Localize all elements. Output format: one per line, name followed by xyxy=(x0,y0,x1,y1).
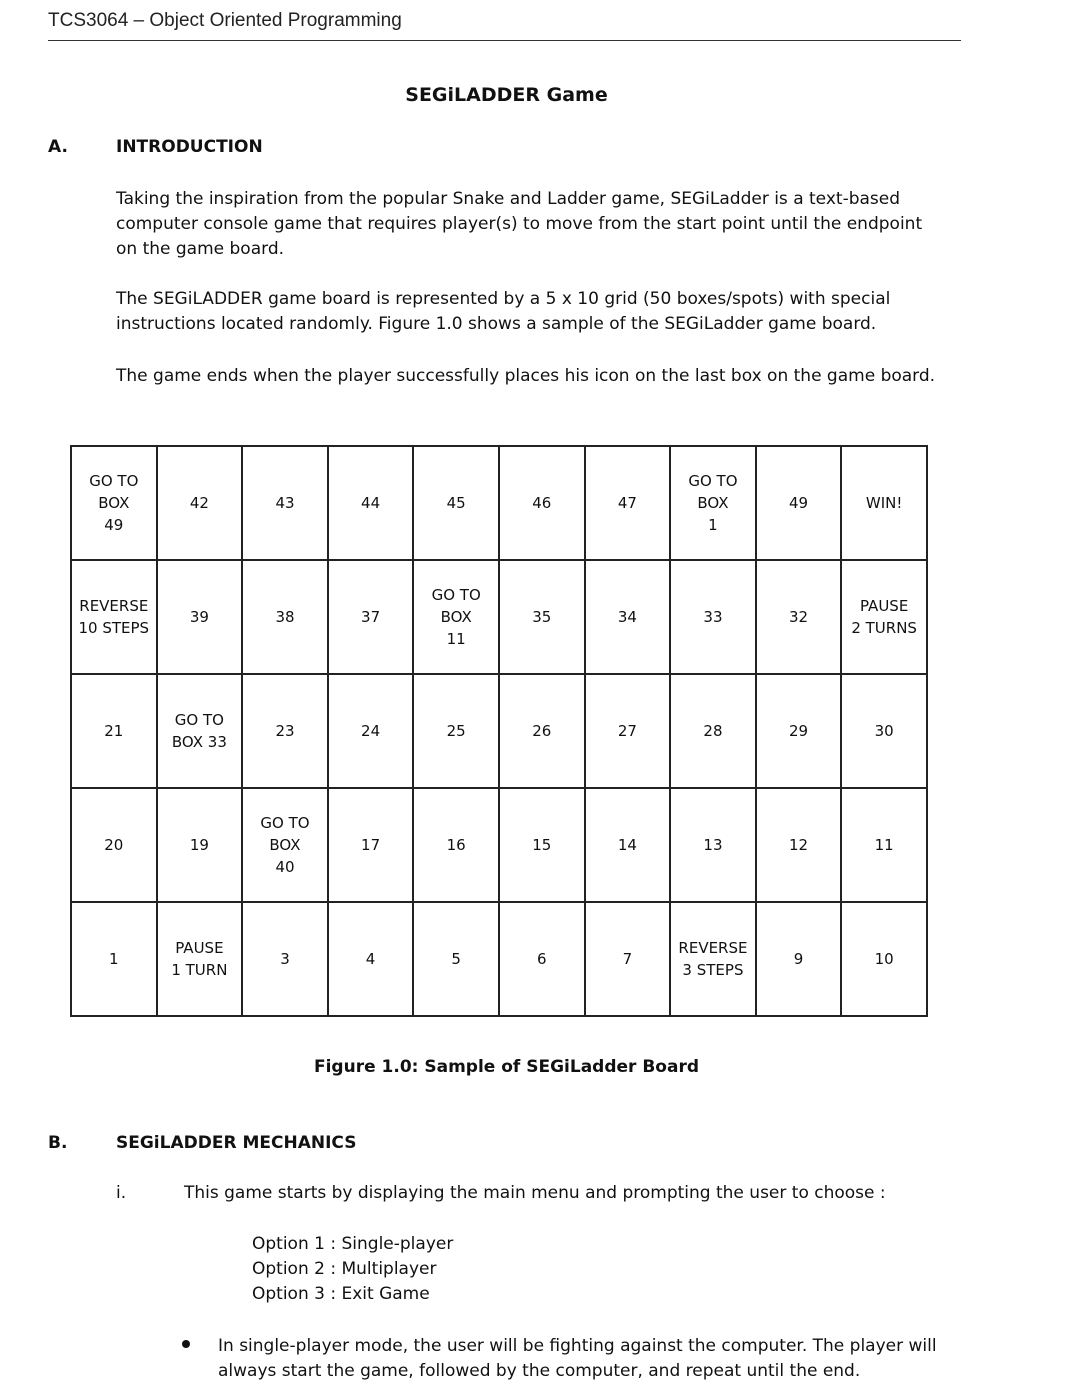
board-cell: 7 xyxy=(585,902,671,1016)
item-number: i. xyxy=(116,1183,127,1203)
board-cell: 43 xyxy=(242,446,328,560)
option-3: Option 3 : Exit Game xyxy=(252,1284,430,1304)
board-cell: 19 xyxy=(157,788,243,902)
board-cell: 9 xyxy=(756,902,842,1016)
board-cell: 46 xyxy=(499,446,585,560)
board-cell: 34 xyxy=(585,560,671,674)
page-header: TCS3064 – Object Oriented Programming xyxy=(48,10,402,31)
board-cell: 49 xyxy=(756,446,842,560)
menu-options xyxy=(252,1232,453,1307)
board-cell: 13 xyxy=(670,788,756,902)
section-a-letter: A. xyxy=(48,137,68,157)
board-cell: 23 xyxy=(242,674,328,788)
board-cell: 37 xyxy=(328,560,414,674)
board-cell: PAUSE 2 TURNS xyxy=(841,560,927,674)
board-cell: 44 xyxy=(328,446,414,560)
board-cell: GO TO BOX 11 xyxy=(413,560,499,674)
board-cell: 5 xyxy=(413,902,499,1016)
section-a-title: INTRODUCTION xyxy=(116,137,263,157)
board-cell: REVERSE 10 STEPS xyxy=(71,560,157,674)
board-cell: 45 xyxy=(413,446,499,560)
board-cell: GO TO BOX 40 xyxy=(242,788,328,902)
option-1: Option 1 : Single-player xyxy=(252,1234,454,1254)
board-row xyxy=(71,902,927,1016)
board-cell: 35 xyxy=(499,560,585,674)
board-cell: 20 xyxy=(71,788,157,902)
bullet-dot-icon xyxy=(182,1340,190,1348)
board-cell: 14 xyxy=(585,788,671,902)
board-cell: 26 xyxy=(499,674,585,788)
document-title: SEGiLADDER Game xyxy=(405,84,608,106)
board-cell: 12 xyxy=(756,788,842,902)
board-cell: 25 xyxy=(413,674,499,788)
board-cell: 42 xyxy=(157,446,243,560)
intro-paragraph-1: Taking the inspiration from the popular Snake and Ladder game, SEGiLadder is a text-based computer console game that requires player(s) to move from the start point until the endpoint on the game board. xyxy=(116,189,923,259)
board-row xyxy=(71,788,927,902)
board-cell: 27 xyxy=(585,674,671,788)
board-row xyxy=(71,674,927,788)
board-cell: 1 xyxy=(71,902,157,1016)
board-cell: 15 xyxy=(499,788,585,902)
board-cell: 29 xyxy=(756,674,842,788)
board-cell: 3 xyxy=(242,902,328,1016)
board-cell: 21 xyxy=(71,674,157,788)
board-row xyxy=(71,560,927,674)
bullet-text: In single-player mode, the user will be fighting against the computer. The player will always start the game, followed by the computer, and repeat until the end. xyxy=(218,1336,937,1381)
board-cell: 16 xyxy=(413,788,499,902)
option-2: Option 2 : Multiplayer xyxy=(252,1259,437,1279)
board-row xyxy=(71,446,927,560)
section-b-title: SEGiLADDER MECHANICS xyxy=(116,1133,357,1153)
intro-paragraph-2: The SEGiLADDER game board is represented by a 5 x 10 grid (50 boxes/spots) with special instructions located randomly. Figure 1.0 shows a sample of the SEGiLadder game board. xyxy=(116,289,891,334)
intro-paragraph-3: The game ends when the player successfully places his icon on the last box on the game board. xyxy=(116,366,936,386)
board-cell: 28 xyxy=(670,674,756,788)
board-cell: 32 xyxy=(756,560,842,674)
game-board xyxy=(70,445,928,1017)
board-cell: GO TO BOX 49 xyxy=(71,446,157,560)
board-cell: 24 xyxy=(328,674,414,788)
board-cell: 30 xyxy=(841,674,927,788)
board-cell: GO TO BOX 33 xyxy=(157,674,243,788)
board-cell: WIN! xyxy=(841,446,927,560)
board-cell: 17 xyxy=(328,788,414,902)
board-cell: 10 xyxy=(841,902,927,1016)
board-cell: PAUSE 1 TURN xyxy=(157,902,243,1016)
board-cell: 39 xyxy=(157,560,243,674)
board-cell: 38 xyxy=(242,560,328,674)
board-cell: 47 xyxy=(585,446,671,560)
board-cell: 4 xyxy=(328,902,414,1016)
item-text: This game starts by displaying the main menu and prompting the user to choose : xyxy=(184,1183,886,1203)
header-divider xyxy=(48,40,961,41)
board-cell: 33 xyxy=(670,560,756,674)
board-cell: 6 xyxy=(499,902,585,1016)
board-cell: 11 xyxy=(841,788,927,902)
section-b-letter: B. xyxy=(48,1133,68,1153)
board-cell: REVERSE 3 STEPS xyxy=(670,902,756,1016)
figure-caption: Figure 1.0: Sample of SEGiLadder Board xyxy=(313,1057,699,1077)
board-cell: GO TO BOX 1 xyxy=(670,446,756,560)
